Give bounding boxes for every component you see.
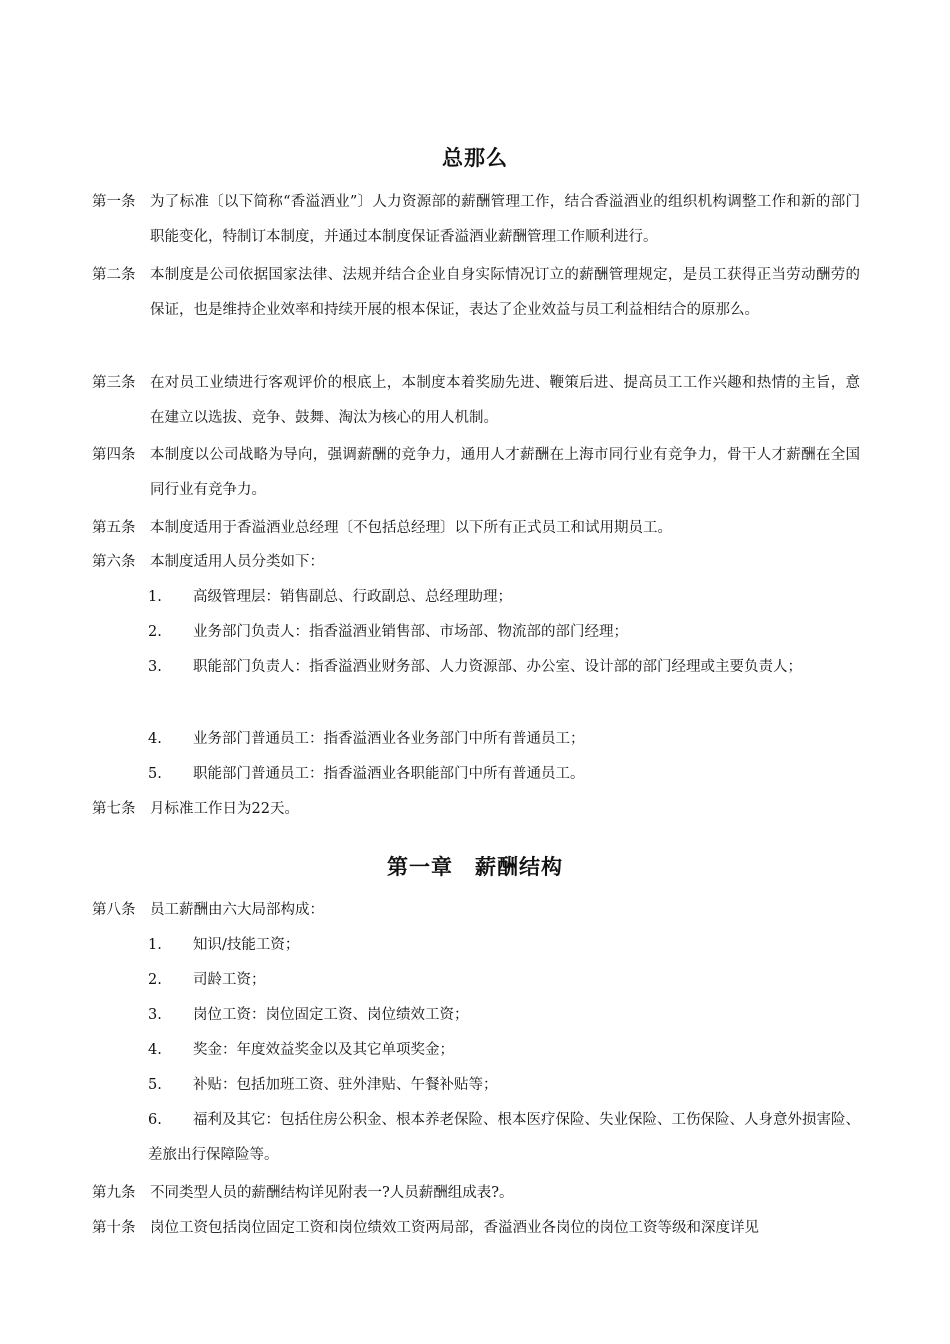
article-label: 第十条 — [92, 1220, 136, 1236]
list-item — [148, 757, 860, 792]
list-item — [148, 1068, 860, 1103]
article-label: 第八条 — [92, 902, 136, 918]
list-item — [148, 963, 860, 998]
article-label: 第四条 — [92, 447, 136, 463]
list-item — [148, 928, 860, 963]
article-label: 第二条 — [92, 267, 136, 283]
list-text: 知识/技能工资； — [193, 937, 300, 953]
article-label: 第五条 — [92, 520, 136, 536]
list-text: 业务部门普通员工：指香溢酒业各业务部门中所有普通员工； — [193, 731, 585, 747]
article-10 — [92, 1211, 860, 1246]
section-title: 总那么 — [442, 146, 508, 170]
article-text: 在对员工业绩进行客观评价的根底上，本制度本着奖励先进、鞭策后进、提高员工工作兴趣和热情的主旨，意在建立以选拔、竞争、鼓舞、淘汰为核心的用人机制。 — [150, 375, 860, 426]
article-text: 本制度适用人员分类如下： — [150, 554, 324, 570]
list-text: 奖金：年度效益奖金以及其它单项奖金； — [193, 1042, 454, 1058]
article-label: 第三条 — [92, 375, 136, 391]
article-label: 第七条 — [92, 801, 136, 817]
article-text: 本制度以公司战略为导向，强调薪酬的竞争力，通用人才薪酬在上海市同行业有竞争力，骨干人才薪酬在全国同行业有竞争力。 — [150, 447, 860, 498]
article-text: 为了标准〔以下简称“香溢酒业”〕人力资源部的薪酬管理工作，结合香溢酒业的组织机构调整工作和新的部门职能变化，特制订本制度，并通过本制度保证香溢酒业薪酬管理工作顺利进行。 — [150, 194, 860, 245]
article-3 — [92, 366, 860, 436]
article-7 — [92, 792, 860, 827]
article-text: 岗位工资包括岗位固定工资和岗位绩效工资两局部，香溢酒业各岗位的岗位工资等级和深度详见 — [150, 1220, 759, 1236]
list-item — [148, 1033, 860, 1068]
list-item — [148, 998, 860, 1033]
chapter-title: 第一章 薪酬结构 — [387, 855, 563, 879]
article-5 — [92, 511, 860, 546]
list-item — [148, 615, 860, 650]
article-2 — [92, 258, 860, 328]
article-text: 员工薪酬由六大局部构成： — [150, 902, 324, 918]
list-number: 5. — [148, 766, 162, 782]
article-text: 月标准工作日为22天。 — [150, 801, 299, 817]
list-text: 司龄工资； — [193, 972, 266, 988]
article-6 — [92, 545, 860, 580]
article-label: 第九条 — [92, 1185, 136, 1201]
list-number: 3. — [148, 1007, 162, 1023]
list-item — [148, 1103, 860, 1173]
article-text: 不同类型人员的薪酬结构详见附表一?人员薪酬组成表?。 — [150, 1185, 514, 1201]
list-text: 职能部门负责人：指香溢酒业财务部、人力资源部、办公室、设计部的部门经理或主要负责人； — [193, 659, 802, 675]
list-text: 职能部门普通员工：指香溢酒业各职能部门中所有普通员工。 — [193, 766, 585, 782]
article-1 — [92, 185, 860, 255]
list-text: 高级管理层：销售副总、行政副总、总经理助理； — [193, 589, 512, 605]
list-number: 2. — [148, 624, 162, 640]
list-number: 4. — [148, 731, 162, 747]
list-number: 6. — [148, 1112, 162, 1128]
article-text: 本制度是公司依据国家法律、法规并结合企业自身实际情况订立的薪酬管理规定，是员工获得正当劳动酬劳的保证，也是维持企业效率和持续开展的根本保证，表达了企业效益与员工利益相结合的原那么。 — [150, 267, 860, 318]
list-text: 补贴：包括加班工资、驻外津贴、午餐补贴等； — [193, 1077, 498, 1093]
list-number: 4. — [148, 1042, 162, 1058]
list-item — [148, 722, 860, 757]
article-9 — [92, 1176, 860, 1211]
list-item — [148, 650, 860, 685]
list-text: 福利及其它：包括住房公积金、根本养老保险、根本医疗保险、失业保险、工伤保险、人身意外损害险、差旅出行保障险等。 — [148, 1112, 860, 1163]
article-4 — [92, 438, 860, 508]
list-text: 业务部门负责人：指香溢酒业销售部、市场部、物流部的部门经理； — [193, 624, 628, 640]
article-label: 第一条 — [92, 194, 136, 210]
article-text: 本制度适用于香溢酒业总经理〔不包括总经理〕以下所有正式员工和试用期员工。 — [150, 520, 672, 536]
list-item — [148, 580, 860, 615]
list-number: 2. — [148, 972, 162, 988]
article-label: 第六条 — [92, 554, 136, 570]
list-number: 5. — [148, 1077, 162, 1093]
list-number: 1. — [148, 589, 162, 605]
article-8 — [92, 893, 860, 928]
list-number: 1. — [148, 937, 162, 953]
list-number: 3. — [148, 659, 162, 675]
list-text: 岗位工资：岗位固定工资、岗位绩效工资； — [193, 1007, 469, 1023]
